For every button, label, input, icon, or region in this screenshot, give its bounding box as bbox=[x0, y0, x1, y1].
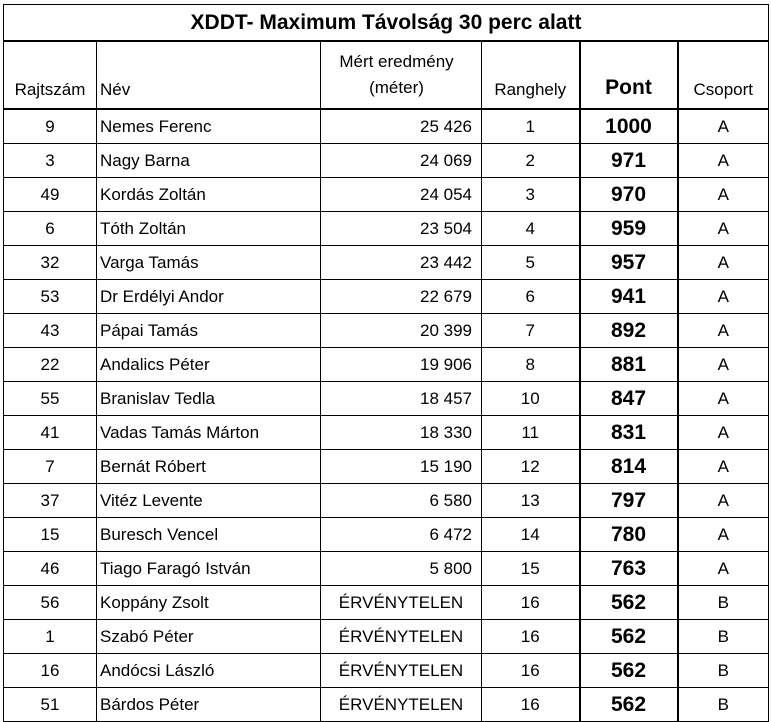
cell-meres: 23 504 bbox=[321, 212, 482, 246]
cell-csoport: B bbox=[678, 620, 769, 654]
cell-pont: 847 bbox=[580, 382, 678, 416]
cell-meres: 19 906 bbox=[321, 348, 482, 382]
cell-meres: 24 054 bbox=[321, 178, 482, 212]
cell-pont: 780 bbox=[580, 518, 678, 552]
cell-nev: Nagy Barna bbox=[97, 144, 321, 178]
table-row bbox=[4, 688, 769, 722]
cell-pont: 562 bbox=[580, 688, 678, 722]
cell-nev: Andócsi László bbox=[97, 654, 321, 688]
cell-nev: Varga Tamás bbox=[97, 246, 321, 280]
cell-meres: ÉRVÉNYTELEN bbox=[321, 688, 482, 722]
cell-nev: Koppány Zsolt bbox=[97, 586, 321, 620]
cell-ranghely: 5 bbox=[482, 246, 580, 280]
cell-rajtszam: 43 bbox=[4, 314, 97, 348]
table-row bbox=[4, 109, 769, 144]
table-row bbox=[4, 246, 769, 280]
cell-pont: 881 bbox=[580, 348, 678, 382]
table-row bbox=[4, 314, 769, 348]
table-row bbox=[4, 450, 769, 484]
header-rajtszam: Rajtszám bbox=[4, 41, 97, 109]
cell-ranghely: 3 bbox=[482, 178, 580, 212]
cell-meres: 15 190 bbox=[321, 450, 482, 484]
cell-ranghely: 16 bbox=[482, 586, 580, 620]
table-row bbox=[4, 348, 769, 382]
cell-nev: Vitéz Levente bbox=[97, 484, 321, 518]
table-row bbox=[4, 382, 769, 416]
cell-meres: 23 442 bbox=[321, 246, 482, 280]
cell-pont: 814 bbox=[580, 450, 678, 484]
cell-meres: 18 330 bbox=[321, 416, 482, 450]
cell-csoport: A bbox=[678, 416, 769, 450]
cell-rajtszam: 6 bbox=[4, 212, 97, 246]
cell-pont: 970 bbox=[580, 178, 678, 212]
cell-ranghely: 6 bbox=[482, 280, 580, 314]
cell-csoport: B bbox=[678, 654, 769, 688]
cell-csoport: A bbox=[678, 314, 769, 348]
header-csoport: Csoport bbox=[678, 41, 769, 109]
cell-rajtszam: 32 bbox=[4, 246, 97, 280]
cell-nev: Bárdos Péter bbox=[97, 688, 321, 722]
cell-rajtszam: 22 bbox=[4, 348, 97, 382]
cell-csoport: A bbox=[678, 484, 769, 518]
cell-rajtszam: 55 bbox=[4, 382, 97, 416]
cell-csoport: A bbox=[678, 178, 769, 212]
results-table bbox=[3, 4, 769, 722]
cell-csoport: B bbox=[678, 586, 769, 620]
cell-nev: Szabó Péter bbox=[97, 620, 321, 654]
cell-rajtszam: 56 bbox=[4, 586, 97, 620]
cell-csoport: A bbox=[678, 382, 769, 416]
cell-nev: Vadas Tamás Márton bbox=[97, 416, 321, 450]
cell-nev: Buresch Vencel bbox=[97, 518, 321, 552]
cell-rajtszam: 46 bbox=[4, 552, 97, 586]
cell-meres: ÉRVÉNYTELEN bbox=[321, 654, 482, 688]
cell-meres: ÉRVÉNYTELEN bbox=[321, 620, 482, 654]
cell-pont: 1000 bbox=[580, 109, 678, 144]
cell-rajtszam: 37 bbox=[4, 484, 97, 518]
cell-rajtszam: 3 bbox=[4, 144, 97, 178]
cell-ranghely: 11 bbox=[482, 416, 580, 450]
cell-rajtszam: 41 bbox=[4, 416, 97, 450]
cell-nev: Tiago Faragó István bbox=[97, 552, 321, 586]
cell-meres: 25 426 bbox=[321, 109, 482, 144]
header-meres bbox=[321, 41, 482, 109]
table-row bbox=[4, 654, 769, 688]
header-ranghely: Ranghely bbox=[482, 41, 580, 109]
cell-pont: 562 bbox=[580, 620, 678, 654]
cell-pont: 971 bbox=[580, 144, 678, 178]
table-row bbox=[4, 178, 769, 212]
table-row bbox=[4, 144, 769, 178]
cell-csoport: A bbox=[678, 280, 769, 314]
cell-csoport: A bbox=[678, 109, 769, 144]
header-meres-line1: Mért eredmény bbox=[339, 52, 454, 71]
cell-csoport: A bbox=[678, 348, 769, 382]
table-title: XDDT- Maximum Távolság 30 perc alatt bbox=[4, 5, 769, 42]
cell-csoport: A bbox=[678, 518, 769, 552]
cell-pont: 797 bbox=[580, 484, 678, 518]
cell-rajtszam: 15 bbox=[4, 518, 97, 552]
cell-pont: 562 bbox=[580, 586, 678, 620]
cell-meres: ÉRVÉNYTELEN bbox=[321, 586, 482, 620]
cell-ranghely: 16 bbox=[482, 688, 580, 722]
cell-ranghely: 15 bbox=[482, 552, 580, 586]
cell-ranghely: 2 bbox=[482, 144, 580, 178]
cell-nev: Andalics Péter bbox=[97, 348, 321, 382]
table-row bbox=[4, 212, 769, 246]
cell-ranghely: 12 bbox=[482, 450, 580, 484]
header-meres-line2: (méter) bbox=[369, 78, 424, 97]
cell-nev: Kordás Zoltán bbox=[97, 178, 321, 212]
cell-rajtszam: 1 bbox=[4, 620, 97, 654]
cell-rajtszam: 7 bbox=[4, 450, 97, 484]
header-row bbox=[4, 41, 769, 109]
cell-csoport: A bbox=[678, 144, 769, 178]
cell-pont: 957 bbox=[580, 246, 678, 280]
cell-nev: Dr Erdélyi Andor bbox=[97, 280, 321, 314]
cell-rajtszam: 51 bbox=[4, 688, 97, 722]
cell-nev: Tóth Zoltán bbox=[97, 212, 321, 246]
cell-csoport: A bbox=[678, 246, 769, 280]
table-row bbox=[4, 552, 769, 586]
header-pont: Pont bbox=[580, 41, 678, 109]
table-row bbox=[4, 280, 769, 314]
cell-meres: 5 800 bbox=[321, 552, 482, 586]
cell-csoport: A bbox=[678, 212, 769, 246]
cell-ranghely: 1 bbox=[482, 109, 580, 144]
cell-rajtszam: 16 bbox=[4, 654, 97, 688]
table-row bbox=[4, 586, 769, 620]
cell-pont: 941 bbox=[580, 280, 678, 314]
cell-ranghely: 16 bbox=[482, 654, 580, 688]
cell-ranghely: 8 bbox=[482, 348, 580, 382]
cell-rajtszam: 49 bbox=[4, 178, 97, 212]
cell-pont: 959 bbox=[580, 212, 678, 246]
cell-meres: 20 399 bbox=[321, 314, 482, 348]
cell-nev: Pápai Tamás bbox=[97, 314, 321, 348]
cell-ranghely: 16 bbox=[482, 620, 580, 654]
table-row bbox=[4, 416, 769, 450]
cell-meres: 6 472 bbox=[321, 518, 482, 552]
table-row bbox=[4, 484, 769, 518]
table-row bbox=[4, 620, 769, 654]
cell-ranghely: 7 bbox=[482, 314, 580, 348]
cell-ranghely: 14 bbox=[482, 518, 580, 552]
cell-ranghely: 13 bbox=[482, 484, 580, 518]
cell-csoport: B bbox=[678, 688, 769, 722]
table-row bbox=[4, 518, 769, 552]
cell-csoport: A bbox=[678, 450, 769, 484]
results-body bbox=[4, 109, 769, 722]
results-sheet bbox=[3, 4, 768, 722]
cell-ranghely: 4 bbox=[482, 212, 580, 246]
cell-meres: 6 580 bbox=[321, 484, 482, 518]
cell-rajtszam: 53 bbox=[4, 280, 97, 314]
cell-pont: 831 bbox=[580, 416, 678, 450]
cell-pont: 562 bbox=[580, 654, 678, 688]
cell-ranghely: 10 bbox=[482, 382, 580, 416]
cell-meres: 24 069 bbox=[321, 144, 482, 178]
cell-pont: 763 bbox=[580, 552, 678, 586]
cell-nev: Bernát Róbert bbox=[97, 450, 321, 484]
header-nev: Név bbox=[97, 41, 321, 109]
cell-nev: Nemes Ferenc bbox=[97, 109, 321, 144]
cell-nev: Branislav Tedla bbox=[97, 382, 321, 416]
cell-csoport: A bbox=[678, 552, 769, 586]
cell-meres: 22 679 bbox=[321, 280, 482, 314]
cell-pont: 892 bbox=[580, 314, 678, 348]
cell-meres: 18 457 bbox=[321, 382, 482, 416]
cell-rajtszam: 9 bbox=[4, 109, 97, 144]
